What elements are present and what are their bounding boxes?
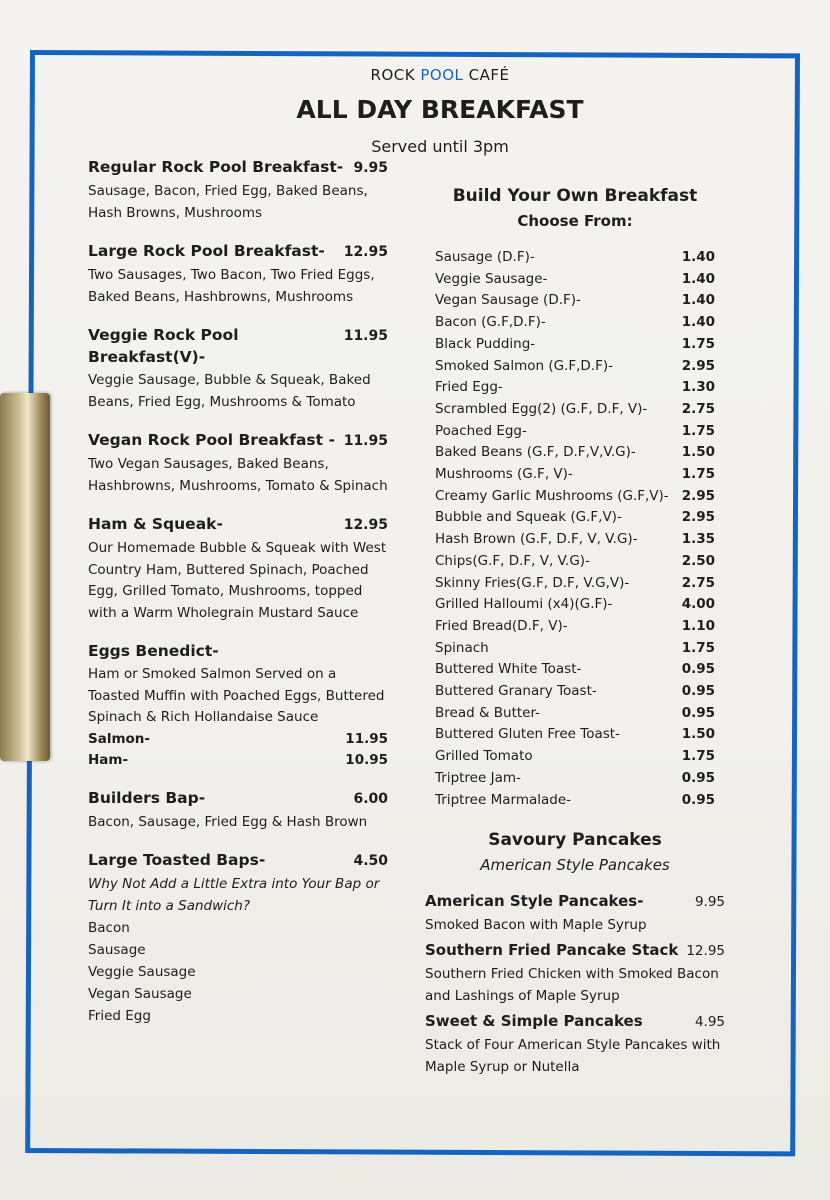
byo-row xyxy=(425,573,725,595)
byo-price: 0.95 xyxy=(681,769,715,786)
byo-price: 0.95 xyxy=(681,661,715,678)
bap-filling: Sausage xyxy=(88,942,146,958)
item-desc: Our Homemade Bubble & Squeak with West Country Ham, Buttered Spinach, Poached Egg, Grilled Tomato, Mushrooms, topped with a Warm Wholegrain Mustard Sauce xyxy=(88,540,387,621)
item-price: 4.50 xyxy=(353,853,388,869)
byo-row xyxy=(425,464,725,486)
item-name: Builders Bap- xyxy=(88,788,206,807)
pancake-item xyxy=(425,938,725,1007)
byo-row xyxy=(425,529,725,551)
pancake-price: 9.95 xyxy=(694,894,725,911)
menu-item xyxy=(88,324,388,413)
byo-row xyxy=(425,312,725,334)
byo-name: Fried Egg- xyxy=(435,379,503,396)
cafe-name-post: CAFÉ xyxy=(463,66,510,84)
pancake-price: 12.95 xyxy=(686,943,725,960)
byo-price: 2.75 xyxy=(681,574,715,591)
byo-price: 2.50 xyxy=(681,552,715,569)
pancake-name: American Style Pancakes- xyxy=(425,892,644,911)
menu-item xyxy=(88,156,388,224)
byo-name: Black Pudding- xyxy=(435,335,536,352)
item-desc: Veggie Sausage, Bubble & Squeak, Baked Beans, Fried Egg, Mushrooms & Tomato xyxy=(88,372,371,410)
byo-row xyxy=(425,616,725,638)
byo-name: Buttered Gluten Free Toast- xyxy=(435,726,620,743)
pancakes-title: Savoury Pancakes xyxy=(488,830,662,851)
byo-name: Chips(G.F, D.F, V, V.G)- xyxy=(435,552,590,569)
byo-price: 1.50 xyxy=(681,726,715,743)
byo-row xyxy=(425,790,725,812)
bap-filling: Vegan Sausage xyxy=(88,986,192,1002)
byo-price: 1.50 xyxy=(681,444,715,461)
byo-price: 1.75 xyxy=(681,335,715,352)
byo-row xyxy=(425,768,725,790)
menu-clip xyxy=(0,393,50,761)
item-name: Vegan Rock Pool Breakfast - xyxy=(88,431,335,449)
item-price: 12.95 xyxy=(343,244,388,260)
bap-filling: Veggie Sausage xyxy=(88,964,196,980)
option-price: 10.95 xyxy=(345,751,388,768)
byo-row xyxy=(425,551,725,573)
menu-item xyxy=(88,513,388,624)
option-row xyxy=(88,750,388,771)
byo-price: 2.95 xyxy=(681,357,715,374)
byo-row xyxy=(425,247,725,269)
pancake-item xyxy=(425,1009,725,1078)
byo-row xyxy=(425,399,725,421)
byo-name: Bacon (G.F,D.F)- xyxy=(435,314,546,331)
byo-name: Mushrooms (G.F, V)- xyxy=(435,466,573,483)
byo-row xyxy=(425,486,725,508)
item-desc: Two Sausages, Two Bacon, Two Fried Eggs, Baked Beans, Hashbrowns, Mushrooms xyxy=(88,267,375,305)
byo-row xyxy=(425,421,725,443)
byo-name: Spinach xyxy=(435,639,489,656)
pancakes-subtitle: American Style Pancakes xyxy=(480,856,670,875)
page-title: ALL DAY BREAKFAST xyxy=(296,95,584,124)
byo-price: 1.10 xyxy=(681,617,715,634)
item-price: 12.95 xyxy=(343,517,388,533)
byo-price: 2.95 xyxy=(681,487,715,504)
item-desc: Two Vegan Sausages, Baked Beans, Hashbrowns, Mushrooms, Tomato & Spinach xyxy=(88,456,388,494)
pancake-name: Southern Fried Pancake Stack xyxy=(425,941,679,960)
item-desc: Bacon, Sausage, Fried Egg & Hash Brown xyxy=(88,813,368,830)
byo-price: 0.95 xyxy=(681,704,715,721)
byo-name: Scrambled Egg(2) (G.F, D.F, V)- xyxy=(435,400,648,417)
byo-name: Smoked Salmon (G.F,D.F)- xyxy=(435,357,613,374)
item-name: Large Toasted Baps- xyxy=(88,851,266,869)
eggs-benedict-item xyxy=(88,640,388,771)
item-price: 9.95 xyxy=(353,160,388,176)
byo-row xyxy=(425,659,725,681)
option-label: Salmon- xyxy=(88,730,151,747)
byo-name: Grilled Tomato xyxy=(435,748,533,765)
item-price: 11.95 xyxy=(343,328,388,344)
byo-price: 2.75 xyxy=(681,400,715,417)
option-row xyxy=(88,729,388,750)
item-name: Ham & Squeak- xyxy=(88,515,223,533)
byo-name: Poached Egg- xyxy=(435,422,527,439)
pancake-item xyxy=(425,889,725,936)
item-name: Veggie Rock Pool Breakfast(V)- xyxy=(88,326,239,366)
item-price: 11.95 xyxy=(343,433,388,449)
byo-row xyxy=(425,442,725,464)
item-name: Eggs Benedict- xyxy=(88,642,219,660)
byo-name: Triptree Jam- xyxy=(435,769,521,786)
byo-row xyxy=(425,724,725,746)
byo-list xyxy=(425,247,725,811)
byo-price: 1.75 xyxy=(681,639,715,656)
bap-filling: Fried Egg xyxy=(88,1008,151,1024)
option-price: 11.95 xyxy=(345,730,388,747)
pancake-price: 4.95 xyxy=(694,1014,725,1031)
byo-row xyxy=(425,356,725,378)
pancake-desc: Southern Fried Chicken with Smoked Bacon and Lashings of Maple Syrup xyxy=(425,966,719,1005)
item-desc: Why Not Add a Little Extra into Your Bap or Turn It into a Sandwich? xyxy=(88,876,380,914)
byo-name: Skinny Fries(G.F, D.F, V.G,V)- xyxy=(435,574,630,591)
pancake-desc: Stack of Four American Style Pancakes with Maple Syrup or Nutella xyxy=(425,1037,721,1076)
left-column xyxy=(88,156,388,1043)
builders-bap-item xyxy=(88,787,388,834)
menu-item xyxy=(88,240,388,308)
byo-name: Bread & Butter- xyxy=(435,704,541,721)
byo-name: Triptree Marmalade- xyxy=(435,791,572,808)
cafe-name-accent: POOL xyxy=(420,66,464,84)
byo-name: Buttered White Toast- xyxy=(435,661,582,678)
byo-row xyxy=(425,746,725,768)
served-until: Served until 3pm xyxy=(371,137,509,156)
byo-row xyxy=(425,638,725,660)
byo-name: Baked Beans (G.F, D.F,V,V.G)- xyxy=(435,444,636,461)
byo-price: 1.40 xyxy=(681,314,715,331)
byo-price: 0.95 xyxy=(681,683,715,700)
cafe-name-pre: ROCK xyxy=(370,66,421,84)
item-name: Regular Rock Pool Breakfast- xyxy=(88,158,344,176)
byo-name: Buttered Granary Toast- xyxy=(435,683,597,700)
byo-price: 0.95 xyxy=(681,791,715,808)
byo-row xyxy=(425,681,725,703)
right-column xyxy=(425,183,725,1080)
byo-name: Vegan Sausage (D.F)- xyxy=(435,292,581,309)
bap-filling: Bacon xyxy=(88,920,130,936)
byo-name: Veggie Sausage- xyxy=(435,270,548,287)
byo-price: 1.40 xyxy=(681,292,715,309)
menu-item xyxy=(88,429,388,497)
item-desc: Ham or Smoked Salmon Served on a Toasted Muffin with Poached Eggs, Buttered Spinach & Rich Hollandaise Sauce xyxy=(88,666,385,725)
byo-price: 1.35 xyxy=(681,531,715,548)
pancake-desc: Smoked Bacon with Maple Syrup xyxy=(425,917,647,934)
byo-title: Build Your Own Breakfast xyxy=(452,186,698,206)
byo-price: 1.40 xyxy=(681,249,715,265)
byo-subtitle: Choose From: xyxy=(517,212,633,230)
byo-price: 1.75 xyxy=(681,422,715,439)
byo-row xyxy=(425,377,725,399)
byo-name: Grilled Halloumi (x4)(G.F)- xyxy=(435,596,613,613)
byo-price: 2.95 xyxy=(681,509,715,526)
item-name: Large Rock Pool Breakfast- xyxy=(88,242,325,260)
byo-price: 1.75 xyxy=(681,748,715,765)
byo-row xyxy=(425,594,725,616)
toasted-baps-item xyxy=(88,849,388,1027)
byo-price: 1.40 xyxy=(681,270,715,287)
byo-row xyxy=(425,290,725,312)
byo-name: Sausage (D.F)- xyxy=(435,249,535,265)
item-desc: Sausage, Bacon, Fried Egg, Baked Beans, Hash Browns, Mushrooms xyxy=(88,183,368,221)
byo-row xyxy=(425,269,725,291)
option-label: Ham- xyxy=(88,751,129,768)
byo-price: 4.00 xyxy=(681,596,715,613)
byo-row xyxy=(425,334,725,356)
byo-row xyxy=(425,507,725,529)
byo-name: Fried Bread(D.F, V)- xyxy=(435,617,568,634)
cafe-name xyxy=(240,66,640,84)
byo-price: 1.30 xyxy=(681,379,715,396)
byo-price: 1.75 xyxy=(681,466,715,483)
byo-name: Bubble and Squeak (G.F,V)- xyxy=(435,509,622,526)
item-price: 6.00 xyxy=(353,790,388,807)
pancake-name: Sweet & Simple Pancakes xyxy=(425,1012,643,1031)
byo-row xyxy=(425,703,725,725)
byo-name: Creamy Garlic Mushrooms (G.F,V)- xyxy=(435,487,669,504)
byo-name: Hash Brown (G.F, D.F, V, V.G)- xyxy=(435,531,638,548)
